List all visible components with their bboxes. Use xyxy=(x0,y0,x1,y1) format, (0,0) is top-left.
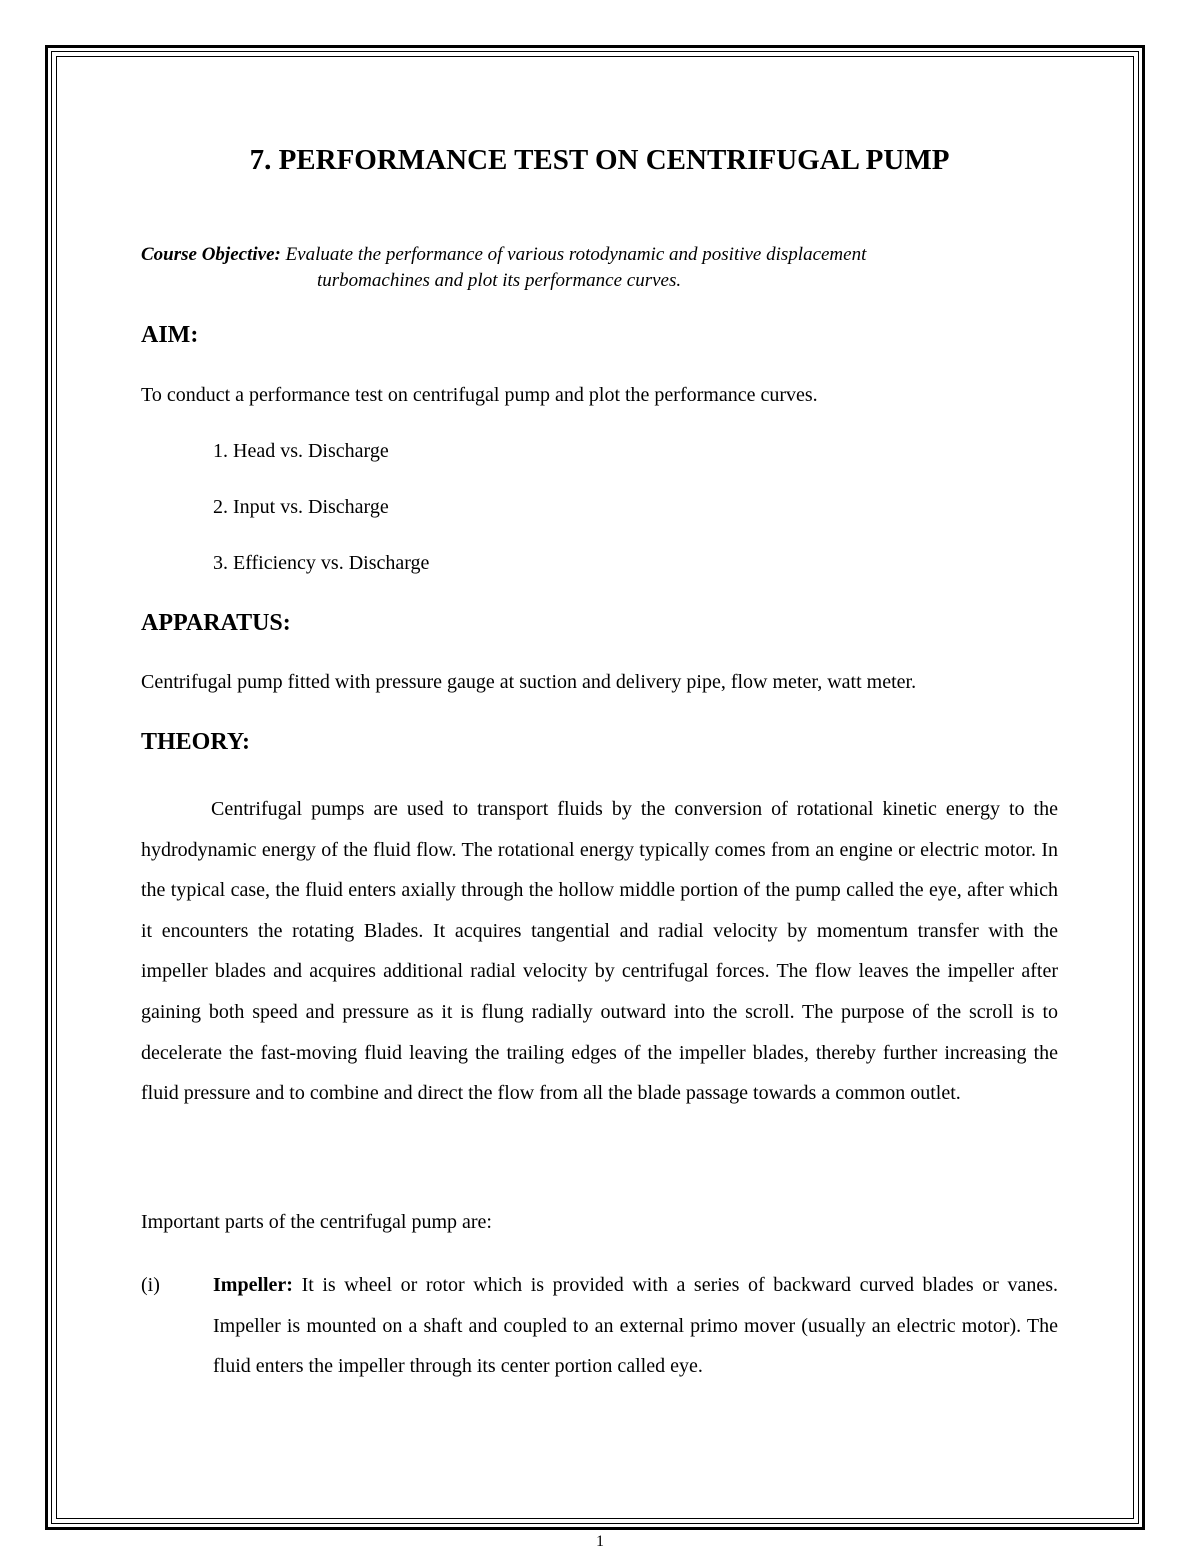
apparatus-text: Centrifugal pump fitted with pressure gauge at suction and delivery pipe, flow meter, watt meter. xyxy=(141,671,917,693)
document-title: 7. PERFORMANCE TEST ON CENTRIFUGAL PUMP xyxy=(249,144,950,176)
part-description: It is wheel or rotor which is provided with a series of backward curved blades or vanes. Impeller is mounted on a shaft and coupled to an external primo mover (usually an electric motor). The fluid enters the impeller through its center portion called eye. xyxy=(213,1274,1058,1378)
course-objective-line1: Evaluate the performance of various rotodynamic and positive displacement xyxy=(285,244,867,265)
part-text xyxy=(213,1265,1058,1387)
aim-list-item: 3. Efficiency vs. Discharge xyxy=(213,552,430,574)
aim-heading: AIM: xyxy=(141,322,199,348)
apparatus-heading: APPARATUS: xyxy=(141,610,291,636)
aim-list-item: 2. Input vs. Discharge xyxy=(213,496,389,518)
parts-intro: Important parts of the centrifugal pump are: xyxy=(141,1211,492,1233)
part-number: (i) xyxy=(141,1274,160,1296)
course-objective-line2: turbomachines and plot its performance curves. xyxy=(317,270,682,291)
aim-list-item: 1. Head vs. Discharge xyxy=(213,440,389,462)
aim-text: To conduct a performance test on centrifugal pump and plot the performance curves. xyxy=(141,384,818,406)
course-objective-label: Course Objective: xyxy=(141,244,281,265)
course-objective xyxy=(141,242,1058,294)
page-number: 1 xyxy=(596,1533,604,1550)
part-term: Impeller: xyxy=(213,1274,293,1296)
part-item-impeller xyxy=(141,1265,1058,1387)
theory-paragraph: Centrifugal pumps are used to transport fluids by the conversion of rotational kinetic energy to the hydrodynamic energy of the fluid flow. The rotational energy typically comes from an engine or electric motor. In the typical case, the fluid enters axially through the hollow middle portion of the pump called the eye, after which it encounters the rotating Blades. It acquires tangential and radial velocity by momentum transfer with the impeller blades and acquires additional radial velocity by centrifugal forces. The flow leaves the impeller after gaining both speed and pressure as it is flung radially outward into the scroll. The purpose of the scroll is to decelerate the fast-moving fluid leaving the trailing edges of the impeller blades, thereby further increasing the fluid pressure and to combine and direct the flow from all the blade passage towards a common outlet. xyxy=(141,798,1058,1105)
theory-heading: THEORY: xyxy=(141,729,250,755)
